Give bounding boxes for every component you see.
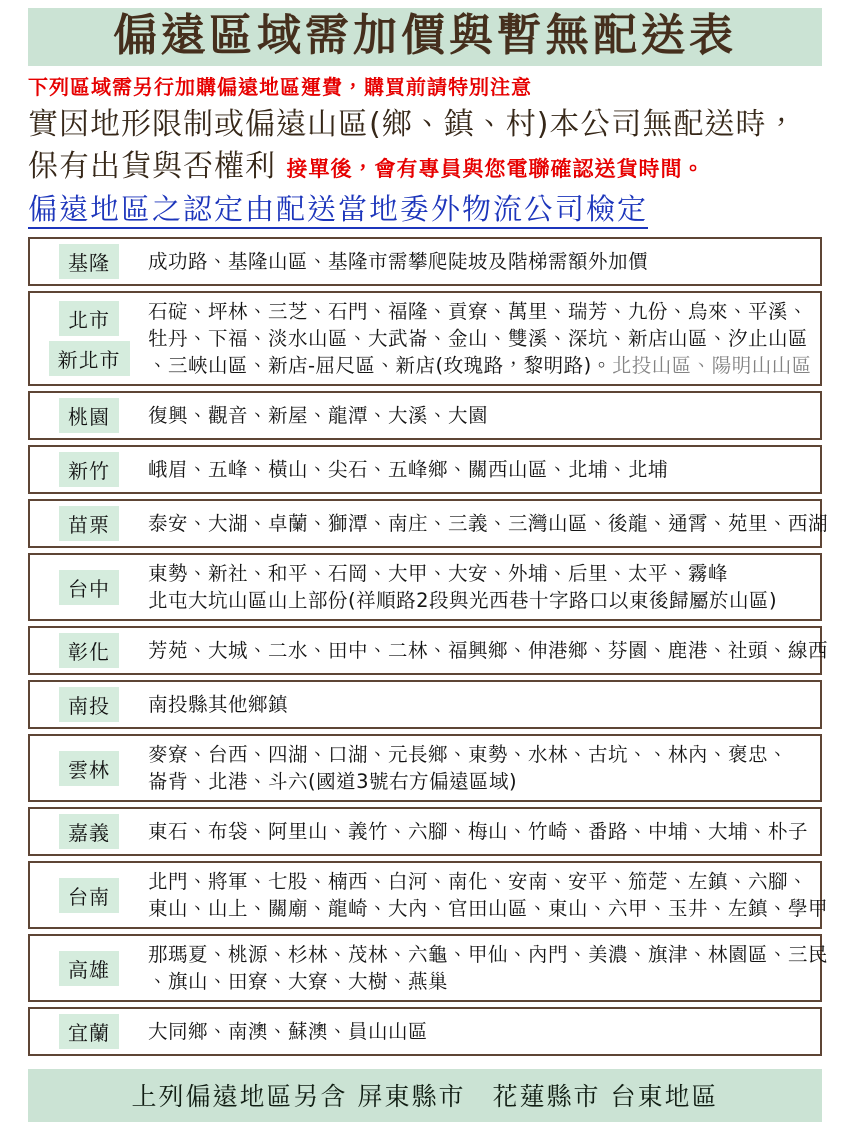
- table-row-changhua: [28, 626, 829, 675]
- region-label: 高雄: [59, 951, 119, 986]
- region-label-col: [46, 633, 132, 668]
- remote-area-table: [28, 237, 829, 1056]
- region-area-list: 大同鄉、南澳、蘇澳、員山山區: [148, 1020, 429, 1044]
- table-row-miaoli: [28, 499, 829, 548]
- region-area-list: 復興、觀音、新屋、龍潭、大溪、大園: [148, 404, 489, 428]
- region-label-col: [46, 1014, 132, 1049]
- region-label: 宜蘭: [59, 1014, 119, 1049]
- policy-line-2: [28, 146, 822, 190]
- footer-extra-regions: 上列偏遠地區另含 屏東縣市 花蓮縣市 台東地區: [131, 1082, 719, 1112]
- table-row-taoyuan: [28, 391, 822, 440]
- table-row-taipei: [28, 291, 822, 386]
- table-row-hsinchu: [28, 445, 822, 494]
- region-label-col: [46, 244, 132, 279]
- region-area-list: 成功路、基隆山區、基隆市需攀爬陡坡及階梯需額外加價: [148, 250, 649, 274]
- page-title: 偏遠區域需加價與暫無配送表: [113, 10, 737, 61]
- table-row-chiayi: [28, 807, 822, 856]
- policy-line-2-red-note: 接單後，會有專員與您電聯確認送貨時間。: [286, 156, 705, 182]
- region-label: 台南: [59, 878, 119, 913]
- region-area-list: 東勢、新社、和平、石岡、大甲、大安、外埔、后里、太平、霧峰 北屯大坑山區山上部份(祥順路2段與光西巷十字路口以東後歸屬於山區): [148, 562, 778, 613]
- region-area-list: 芳苑、大城、二水、田中、二林、福興鄉、伸港鄉、芬園、鹿港、社頭、線西: [148, 639, 829, 663]
- delivery-policy: [28, 104, 822, 229]
- region-area-list: 麥寮、台西、四湖、口湖、元長鄉、東勢、水林、古坑、、林內、褒忠、 崙背、北港、斗六(國道3號右方偏遠區域): [148, 743, 789, 794]
- region-label: 新北市: [49, 341, 130, 376]
- region-label-col: [46, 814, 132, 849]
- surcharge-warning-text: 下列區域需另行加購偏遠地區運費，購買前請特別注意: [28, 75, 532, 100]
- table-row-kaohsiung: [28, 934, 829, 1002]
- region-area-list: 泰安、大湖、卓蘭、獅潭、南庄、三義、三灣山區、後龍、通霄、苑里、西湖: [148, 512, 829, 536]
- table-row-nantou: [28, 680, 822, 729]
- region-label-col: [46, 506, 132, 541]
- region-area-list: 峨眉、五峰、橫山、尖石、五峰鄉、關西山區、北埔、北埔: [148, 458, 669, 482]
- region-label: 台中: [59, 570, 119, 605]
- table-row-taichung: [28, 553, 822, 621]
- table-row-yilan: [28, 1007, 822, 1056]
- area-list-gray: 北投山區、陽明山山區: [611, 354, 812, 378]
- region-label: 彰化: [59, 633, 119, 668]
- region-label: 新竹: [59, 452, 119, 487]
- region-label-col: [46, 751, 132, 786]
- policy-line-1: 實因地形限制或偏遠山區(鄉、鎮、村)本公司無配送時，: [28, 107, 798, 143]
- policy-line-2-main: 保有出貨與否權利: [28, 149, 276, 185]
- region-area-list: 南投縣其他鄉鎮: [148, 693, 289, 717]
- region-label: 苗栗: [59, 506, 119, 541]
- region-label: 嘉義: [59, 814, 119, 849]
- region-label-col: [46, 878, 132, 913]
- region-label-col: [46, 398, 132, 433]
- verification-note: 偏遠地區之認定由配送當地委外物流公司檢定: [28, 192, 648, 229]
- region-area-list: 石碇、坪林、三芝、石門、福隆、貢寮、萬里、瑞芳、九份、烏來、平溪、 牡丹、下福、淡水山區、大武崙、金山、雙溪、深坑、新店山區、汐止山區 、三峽山區、新店-屈尺區、新店(玫瑰路，黎明路)。北投山區、陽明山山區: [148, 300, 812, 378]
- area-list-black: 、三峽山區、新店-屈尺區、新店(玫瑰路，黎明路)。: [148, 354, 612, 378]
- region-area-list: 東石、布袋、阿里山、義竹、六腳、梅山、竹崎、番路、中埔、大埔、朴子: [148, 820, 809, 844]
- table-row-yunlin: [28, 734, 822, 802]
- region-label: 北市: [59, 301, 119, 336]
- region-label: 南投: [59, 687, 119, 722]
- region-area-list: 那瑪夏、桃源、杉林、茂林、六龜、甲仙、內門、美濃、旗津、林園區、三民 、旗山、田寮、大寮、大樹、燕巢: [148, 943, 829, 994]
- region-label-col: [46, 687, 132, 722]
- title-bar: [28, 8, 822, 66]
- table-row-keelung: [28, 237, 822, 286]
- region-label: 桃園: [59, 398, 119, 433]
- region-label: 基隆: [59, 244, 119, 279]
- region-area-list: 北門、將軍、七股、楠西、白河、南化、安南、安平、笳萣、左鎮、六腳、 東山、山上、關廟、龍崎、大內、官田山區、東山、六甲、玉井、左鎮、學甲: [148, 870, 829, 921]
- region-label-col: [46, 452, 132, 487]
- footer-bar: [28, 1069, 822, 1122]
- region-label-col: [46, 951, 132, 986]
- region-label-col: [46, 301, 132, 376]
- table-row-tainan: [28, 861, 829, 929]
- region-label-col: [46, 570, 132, 605]
- region-label: 雲林: [59, 751, 119, 786]
